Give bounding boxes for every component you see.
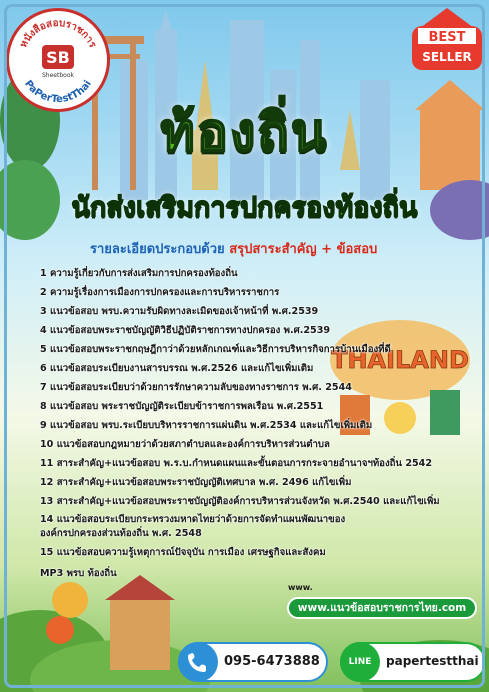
list-item: 4 แนวข้อสอบพระราชบัญญัติวิธีปฏิบัติราชการทางปกครอง พ.ศ.2539 (40, 325, 331, 336)
list-item: 8 แนวข้อสอบ พระราชบัญญัติระเบียบข้าราชการพลเรือน พ.ศ.2551 (40, 401, 324, 412)
thailand-sign-text: THAILAND (331, 346, 469, 374)
list-item: 9 แนวข้อสอบ พรบ.ระเบียบบริหารราชการแผ่นดิน พ.ศ.2534 และแก้ไขเพิ่มเติม (40, 420, 373, 431)
list-item: 1 ความรู้เกี่ยวกับการส่งเสริมการปกครองท้องถิ่น (40, 268, 238, 279)
best-seller-line1: BEST (428, 30, 466, 45)
line-id: papertestthai (386, 654, 479, 668)
list-item: 14 แนวข้อสอบระเบียบกระทรวงมหาดไทยว่าด้วยการจัดทำแผนพัฒนาขององค์กรปกครองส่วนท้องถิ่น พ.ศ. 2548 (40, 514, 346, 539)
best-seller-badge (410, 6, 484, 72)
contents-exam: ข้อสอบ (336, 242, 378, 257)
cover-subtitle: นักส่งเสริมการปกครองท้องถิ่น (71, 192, 418, 223)
list-item: 7 แนวข้อสอบระเบียบว่าด้วยการรักษาความลับของทางราชการ พ.ศ. 2544 (40, 382, 352, 393)
best-seller-line2: SELLER (422, 50, 472, 64)
cover-title: ท้องถิ่น (160, 103, 329, 163)
website-prefix: www. (288, 583, 313, 592)
contents-list (40, 264, 470, 583)
phone-icon (178, 642, 218, 682)
website-link[interactable]: www.แนวข้อสอบราชการไทย.com (287, 597, 477, 619)
logo-badge-sub: Sheetbook (42, 72, 74, 79)
line-contact[interactable] (340, 642, 486, 682)
phone-number: 095-6473888 (224, 654, 320, 669)
list-item: 2 ความรู้เรื่องการเมืองการปกครองและการบริหารราชการ (40, 287, 280, 298)
list-item: 13 สาระสำคัญ+แนวข้อสอบพระราชบัญญัติองค์การบริหารส่วนจังหวัด พ.ศ.2540 และแก้ไขเพิ่ม (40, 496, 440, 507)
list-item: 12 สาระสำคัญ+แนวข้อสอบพระราชบัญญัติเทศบาล พ.ศ. 2496 แก้ไขเพิ่ม (40, 477, 352, 488)
list-item: 10 แนวข้อสอบกฎหมายว่าด้วยสภาตำบลและองค์การบริหารส่วนตำบล (40, 439, 330, 450)
phone-contact[interactable] (178, 642, 328, 682)
list-item: MP3 พรบ ท้องถิ่น (40, 568, 117, 579)
contents-lead: รายละเอียดประกอบด้วย (90, 242, 225, 257)
logo-brand: PaPerTestThai (22, 78, 94, 106)
line-icon: LINE (340, 642, 380, 682)
contents-heading (90, 238, 377, 259)
contents-summary: สรุปสาระสำคัญ (229, 242, 317, 257)
contents-plus: + (321, 242, 333, 257)
list-item: 11 สาระสำคัญ+แนวข้อสอบ พ.ร.บ.กำหนดแผนและขั้นตอนการกระจายอำนาจฯท้องถิ่น 2542 (40, 458, 433, 469)
list-item: 15 แนวข้อสอบความรู้เหตุการณ์ปัจจุบัน การเมือง เศรษฐกิจและสังคม (40, 547, 326, 558)
logo-arc-text: หนังสือสอบราชการ (18, 17, 98, 50)
logo-badge: SB (46, 48, 70, 67)
list-item: 3 แนวข้อสอบ พรบ.ความรับผิดทางละเมิดของเจ้าหน้าที่ พ.ศ.2539 (40, 306, 319, 317)
list-item: 6 แนวข้อสอบระเบียบงานสารบรรณ พ.ศ.2526 และแก้ไขเพิ่มเติม (40, 363, 314, 374)
list-item: 5 แนวข้อสอบพระราชกฤษฎีกาว่าด้วยหลักเกณฑ์และวิธีการบริหารกิจการบ้านเมืองที่ดี (40, 344, 391, 355)
